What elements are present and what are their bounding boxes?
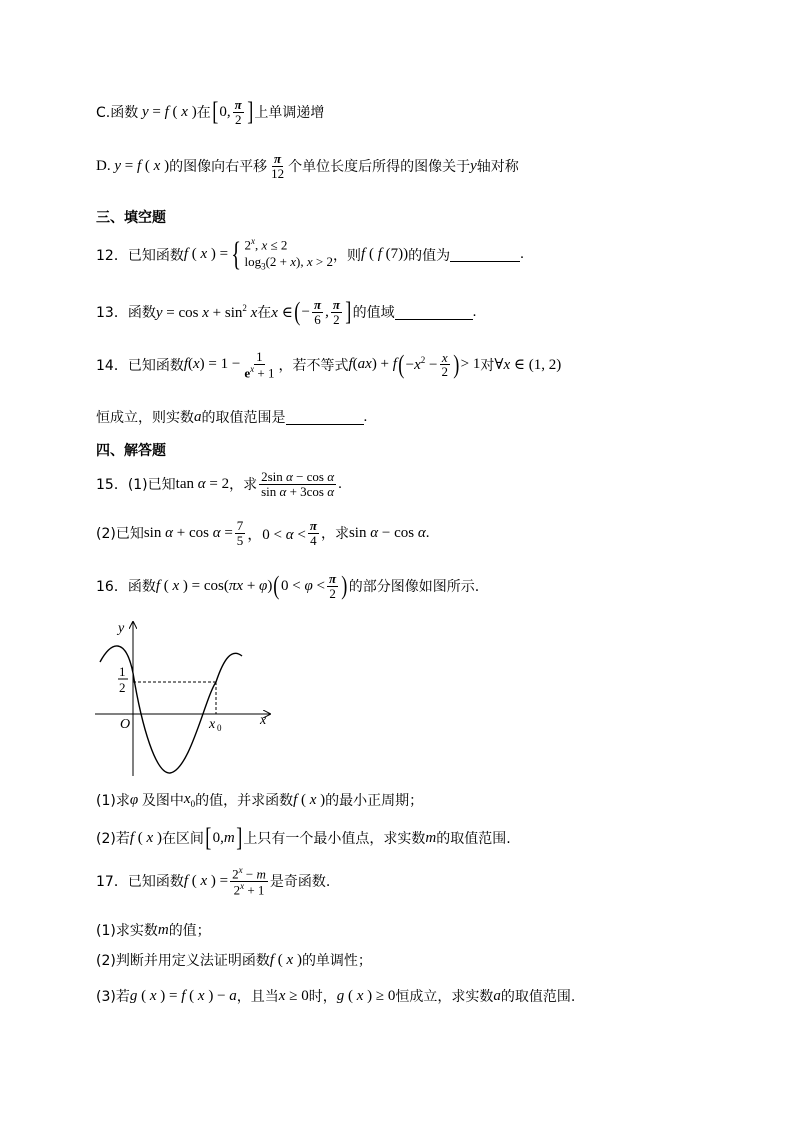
- question-15-2: (2)已知 sin α + cos α = $\frac{7}{5}$ ，0 < α < $\frac{\pi}{4}$ ，求 sin α − cos α.: [96, 518, 430, 548]
- question-16-2: (2)若 f ( x ) 在区间 [ 0,m ] 上只有一个最小值点，求实数 m 的取值范围.: [96, 823, 511, 852]
- question-17-2: (2)判断并用定义法证明函数 f ( x ) 的单调性；: [96, 951, 372, 969]
- x0-label: x: [209, 717, 216, 732]
- x0-subscript: 0: [217, 723, 222, 733]
- question-14: 14．已知函数 f(x) = 1 − $\frac{1}{e^x + 1}$ ，若不等式 f(ax) + f ( $-x^2$ − $\frac{x}{2}$ ) > 1 对 ∀x ∈ (1, 2): [96, 349, 562, 380]
- question-17-1: (1)求实数 m 的值；: [96, 921, 211, 939]
- answer-blank-14[interactable]: [286, 410, 364, 425]
- question-17: 17．已知函数 f ( x ) = $\frac{2^x - m}{2^x + 1}$ 是奇函数.: [96, 865, 331, 898]
- question-15-1: 15．(1)已知 tan α = 2 ，求 $\frac{\text{2sin α − cos α}}{\text{sin α + 3cos α}}$ .: [96, 469, 342, 499]
- half-numerator: 1: [119, 664, 126, 679]
- y-label: y: [118, 621, 125, 636]
- origin-label: O: [120, 717, 131, 732]
- question-14-line2: 恒成立，则实数 a 的取值范围是 .: [96, 408, 368, 426]
- option-d: D. y = f ( x ) 的图像向右平移 $\frac{\pi}{12}$ 个单位长度后所得的图像关于 y 轴对称: [96, 151, 519, 181]
- answer-blank-13[interactable]: [395, 305, 473, 320]
- question-16-1: (1)求 φ 及图中 $x_0$ 的值，并求函数 f ( x ) 的最小正周期；: [96, 791, 424, 809]
- question-12: 12．已知函数 f ( x ) = { 2$^x$, x ≤ 2 $\log_3(2 + x)$, x > 2 ，则 f ( f (7)) 的值为 .: [96, 235, 524, 273]
- x-label: x: [260, 713, 267, 728]
- function-graph: [90, 618, 280, 778]
- option-c-suffix: 上单调递增: [254, 105, 325, 122]
- question-16: 16．函数 f ( x ) = cos(πx + φ) ( 0 < φ < $\frac{\pi}{2}$ ) 的部分图像如图所示.: [96, 571, 480, 601]
- option-c: C.函数 y = f ( x ) 在 [ 0, $\frac{\pi}{2}$ ] 上单调递增: [96, 97, 325, 127]
- question-17-3: (3)若 g ( x ) = f ( x ) − a ，且当 x ≥ 0 时， g ( x ) ≥ 0 恒成立，求实数 a 的取值范围.: [96, 987, 576, 1005]
- answer-blank-12[interactable]: [450, 247, 520, 262]
- section-fill-in: 三、填空题: [96, 210, 166, 226]
- option-c-math: y = f ( x ): [141, 103, 197, 120]
- option-c-prefix: C.函数: [96, 105, 139, 122]
- half-denominator: 2: [119, 680, 126, 695]
- section-answer: 四、解答题: [96, 443, 166, 459]
- question-13: 13．函数 $y = \cos x + \sin^2 x$ 在 x ∈ ( − $\frac{\pi}{6}$ , $\frac{\pi}{2}$ ] 的值域 .: [96, 297, 477, 327]
